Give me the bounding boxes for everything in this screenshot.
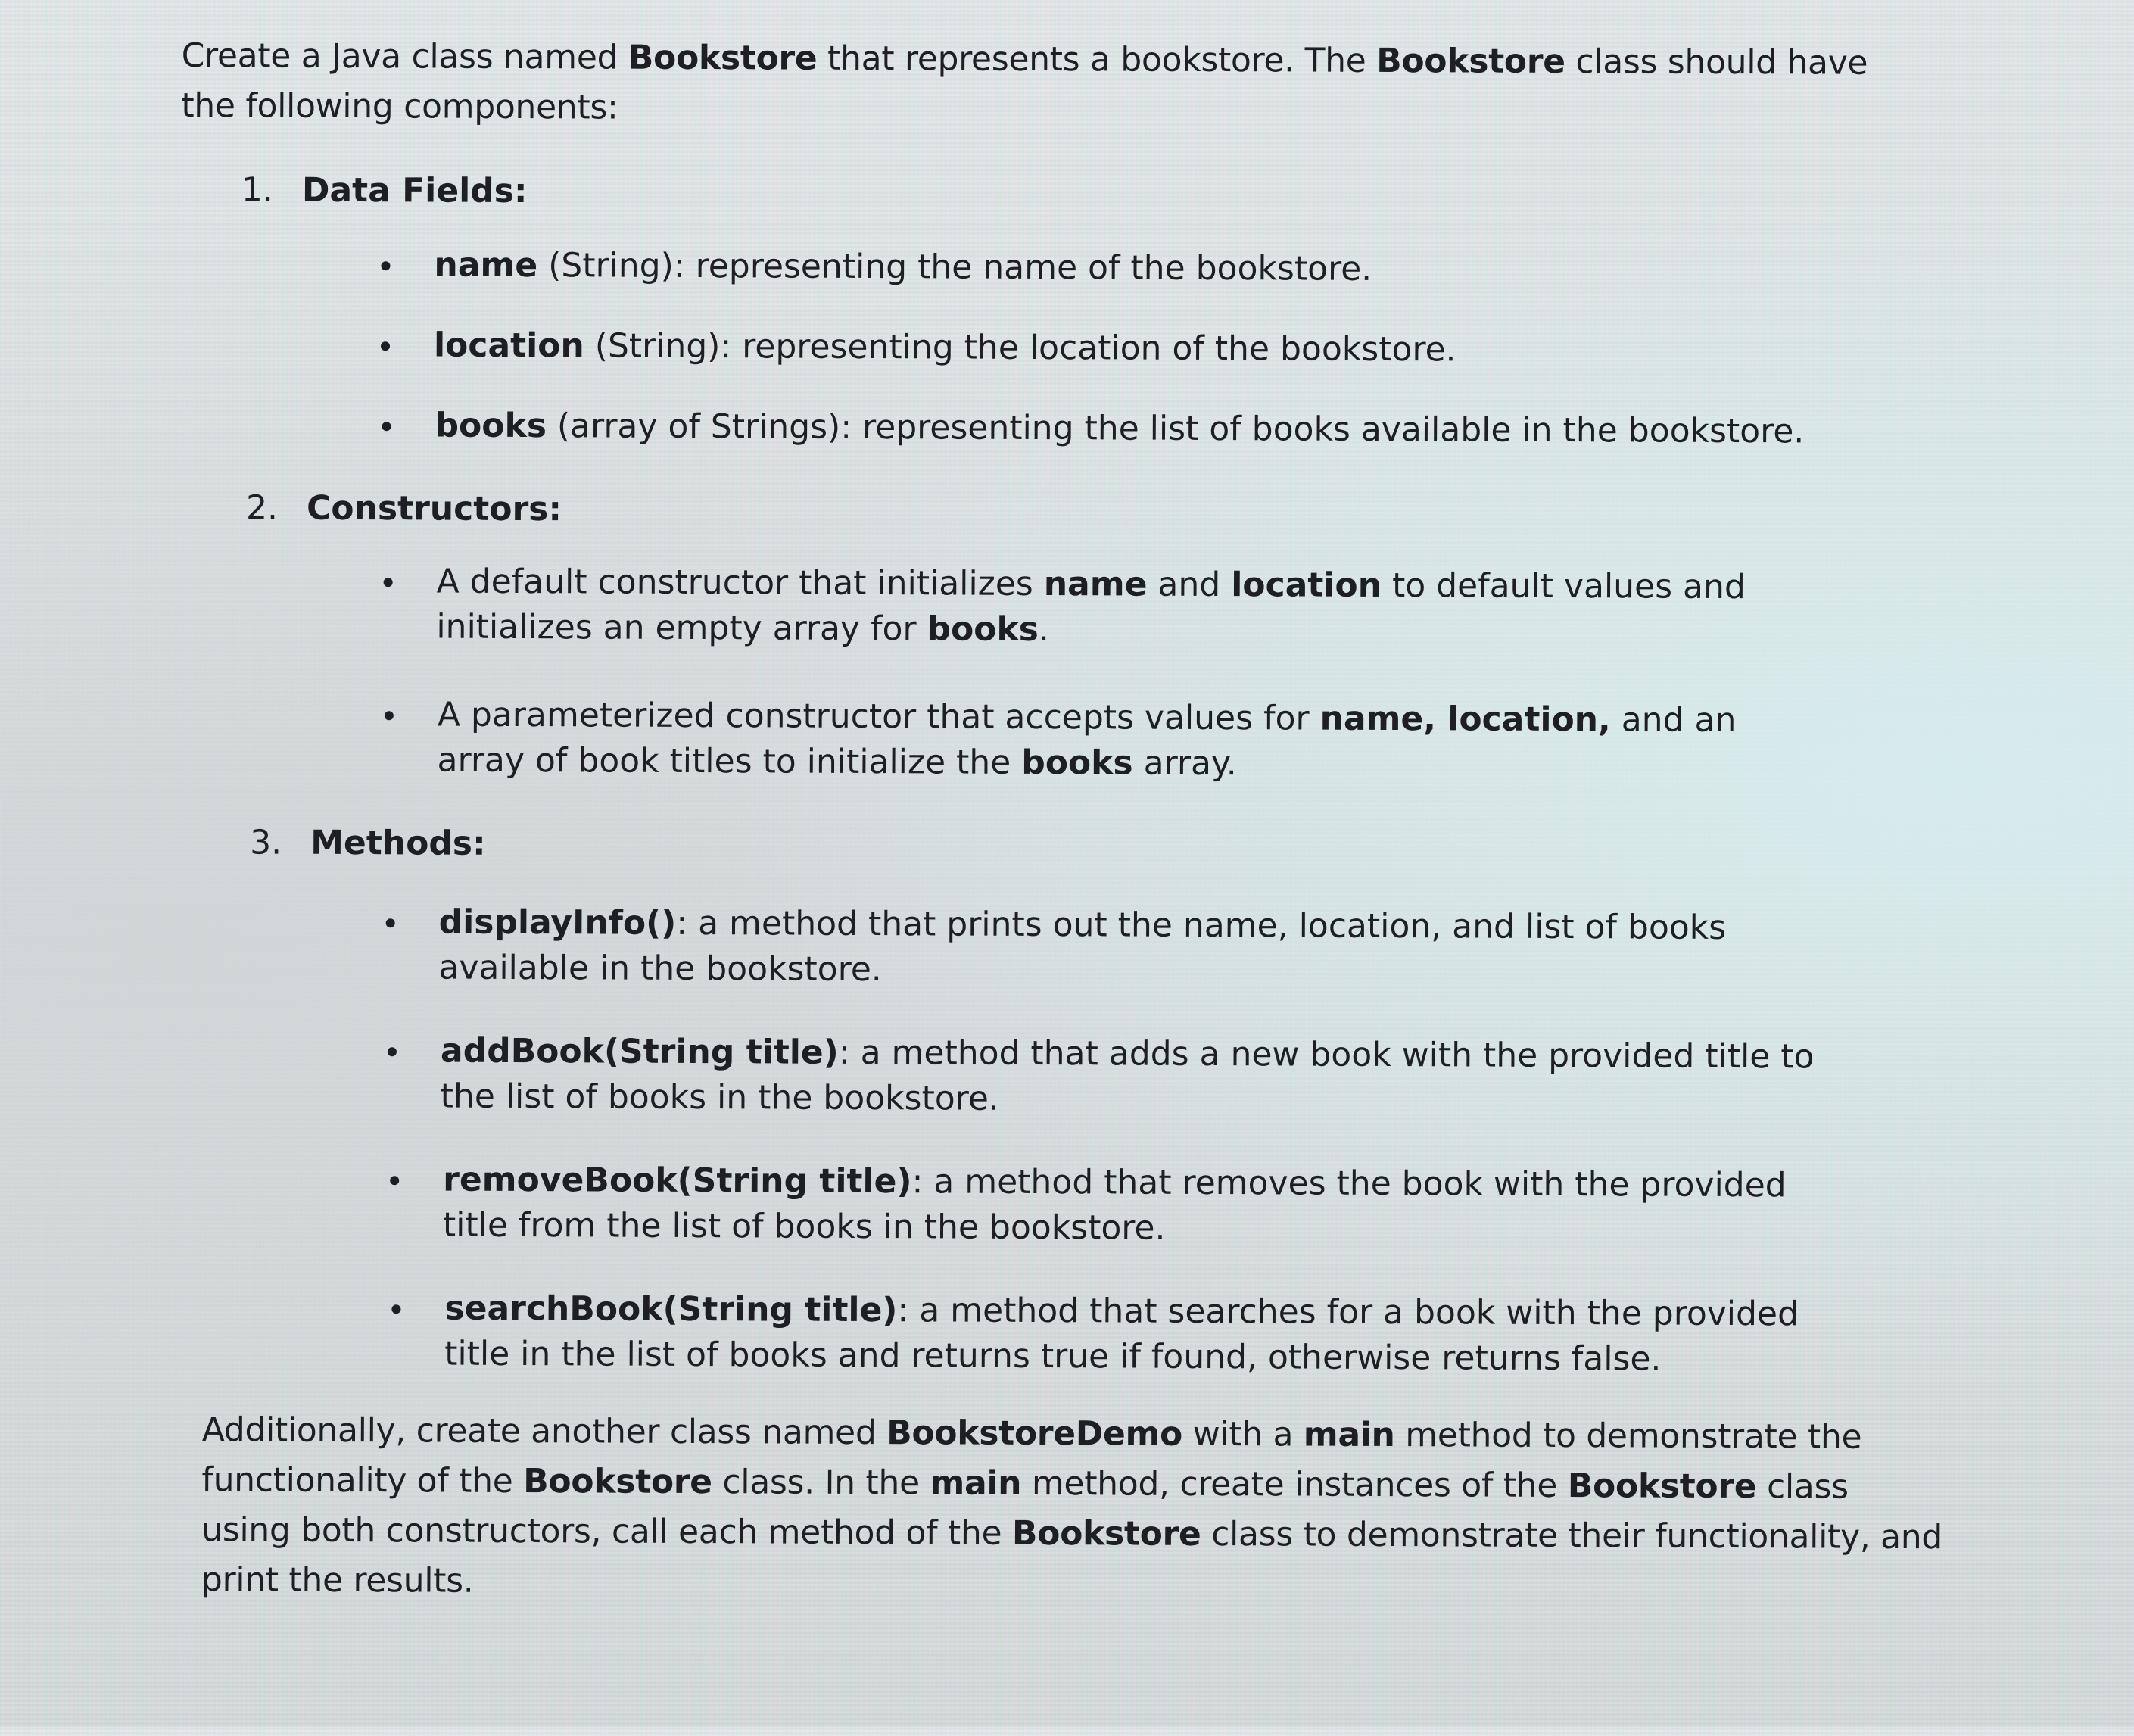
bullet-icon — [391, 1304, 400, 1314]
list-item — [434, 323, 1872, 375]
bullet-icon — [381, 341, 390, 351]
field-description: (array of Strings): representing the list of books available in the bookstore. — [546, 407, 1805, 451]
section-number: 3. — [250, 823, 282, 862]
list-item — [444, 1286, 1853, 1383]
intro-paragraph — [181, 31, 1923, 139]
list-item — [434, 243, 1872, 295]
bullet-icon — [388, 1047, 397, 1056]
list-item: A parameterized constructor that accepts values for name, location, and an array of book titles to initialize the books array. — [437, 693, 1815, 790]
field-name: name — [434, 245, 538, 285]
bullet-icon — [382, 422, 391, 431]
field-name: location — [433, 326, 584, 366]
bullet-icon — [381, 261, 390, 270]
list-item: A default constructor that initializes name and location to default values and initializes an empty array for books. — [436, 559, 1845, 656]
section-title: Constructors: — [306, 488, 562, 529]
field-name: books — [435, 406, 547, 446]
bullet-icon — [386, 918, 395, 927]
method-description: : a method that removes the book with the provided title from the list of books in the bookstore. — [442, 1162, 1787, 1248]
section-heading-methods — [250, 820, 486, 866]
field-description: (String): representing the name of the bookstore. — [537, 246, 1372, 288]
section-title: Methods: — [310, 823, 486, 863]
section-number: 2. — [245, 488, 279, 528]
bullet-icon — [384, 578, 393, 587]
section-title: Data Fields: — [301, 170, 528, 211]
list-item — [438, 900, 1847, 997]
class-name-bold: Bookstore — [1376, 41, 1565, 82]
method-name: searchBook(String title) — [444, 1289, 898, 1330]
bullet-icon — [385, 711, 394, 720]
section-heading-constructors — [246, 485, 562, 532]
intro-text: class should have the following components: — [181, 42, 1868, 127]
list-item — [435, 404, 1873, 455]
method-description: : a method that prints out the name, location, and list of books available in the bookstore. — [438, 903, 1727, 990]
intro-text: Create a Java class named — [181, 36, 628, 77]
method-description: : a method that searches for a book with the provided title in the list of books and returns true if found, otherwise returns false. — [444, 1291, 1799, 1379]
method-name: displayInfo() — [438, 902, 677, 943]
method-name: addBook(String title) — [440, 1031, 839, 1072]
outro-paragraph: Additionally, create another class named BookstoreDemo with a main method to demonstrate the functionality of the Bookstore class. In the main method, create instances of the Bookstore class using both constructors, call each method of the Bookstore class to demonstrate their functionality, and print the results. — [201, 1410, 1943, 1600]
section-heading-data-fields — [241, 167, 528, 214]
method-description: : a method that adds a new book with the provided title to the list of books in the bookstore. — [440, 1033, 1815, 1118]
field-description: (String): representing the location of the bookstore. — [584, 326, 1456, 369]
bullet-icon — [390, 1176, 399, 1185]
section-number: 1. — [241, 170, 274, 210]
list-item — [441, 1029, 1849, 1126]
list-item — [443, 1158, 1852, 1254]
class-name-bold: Bookstore — [628, 38, 818, 78]
intro-text: that represents a bookstore. The — [817, 39, 1377, 80]
method-name: removeBook(String title) — [443, 1160, 912, 1201]
